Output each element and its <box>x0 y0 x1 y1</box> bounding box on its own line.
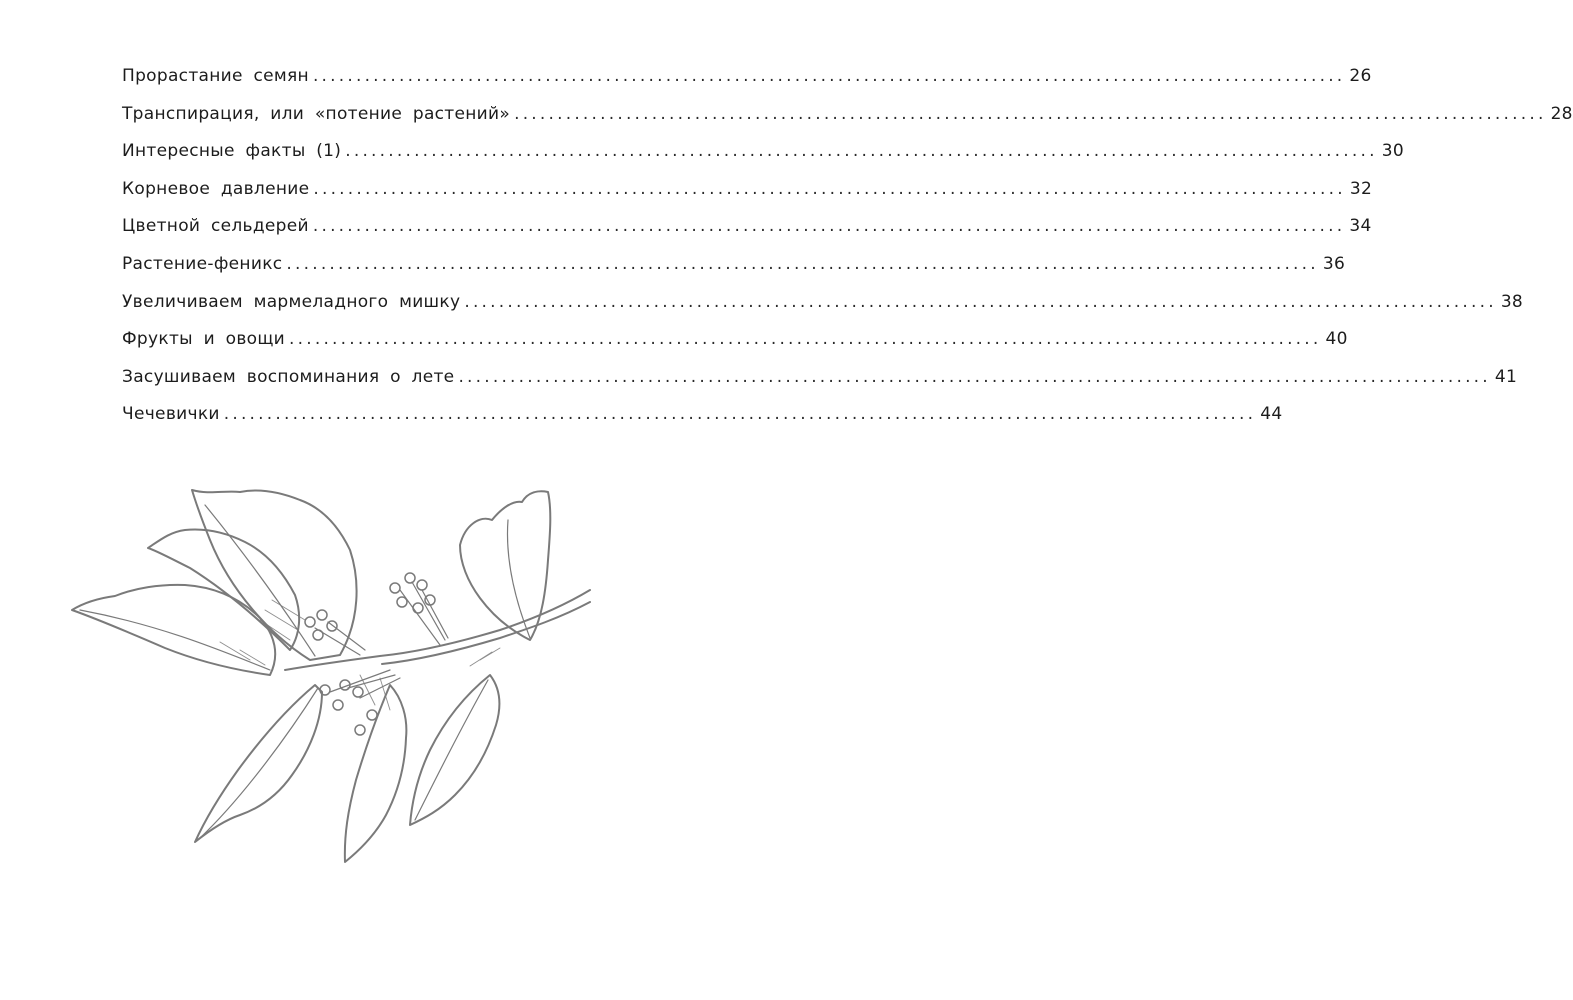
toc-entry-title: Фрукты и овощи <box>122 329 286 350</box>
toc-entry <box>122 178 1373 217</box>
toc-leader-dots: ........................................................................................................................ <box>312 66 1346 86</box>
toc-entry-page: 44 <box>1260 404 1283 425</box>
toc-entry <box>122 329 1348 367</box>
toc-entry <box>122 253 1346 292</box>
branch-stem <box>285 590 590 670</box>
toc-entry <box>122 103 1573 142</box>
leaf-branch-drawing <box>60 470 605 890</box>
toc-entry-page: 28 <box>1550 103 1573 124</box>
toc-entry-page: 36 <box>1322 253 1346 274</box>
leaf-upper-right <box>460 491 550 640</box>
toc-entry-title: Засушиваем воспоминания о лете <box>122 366 455 387</box>
linden-branch-illustration <box>60 470 605 890</box>
toc-leader-dots: ........................................................................................................................ <box>345 141 1378 162</box>
toc-entry <box>122 66 1372 104</box>
toc-entry-title: Корневое давление <box>122 178 310 199</box>
toc-leader-dots: ........................................................................................................................ <box>313 178 1346 199</box>
toc-entry-page: 40 <box>1325 329 1348 350</box>
toc-entry-title: Интересные факты (1) <box>122 141 342 162</box>
toc-entry <box>122 141 1404 179</box>
toc-entry-title: Чечевички <box>122 404 220 425</box>
leaf-lower-left <box>195 685 322 842</box>
toc-leader-dots: ........................................................................................................................ <box>223 404 1257 425</box>
toc-entry <box>122 291 1524 330</box>
toc-leader-dots: ........................................................................................................................ <box>289 329 1322 350</box>
toc-entry-title: Увеличиваем мармеладного мишку <box>122 291 461 312</box>
toc-entry-page: 32 <box>1349 178 1373 199</box>
toc-entry-page: 38 <box>1500 291 1524 312</box>
toc-entry <box>122 216 1372 254</box>
toc-leader-dots: ........................................................................................................................ <box>514 103 1547 124</box>
flower-cluster-left <box>305 610 365 655</box>
toc-entry-title: Транспирация, или «потение растений» <box>122 103 511 124</box>
toc-leader-dots: ........................................................................................................................ <box>286 253 1319 274</box>
toc-leader-dots: ........................................................................................................................ <box>312 216 1346 237</box>
toc-entry-page: 30 <box>1381 141 1404 162</box>
toc-entry-page: 26 <box>1349 66 1372 86</box>
toc-entry-title: Цветной сельдерей <box>122 216 309 237</box>
flower-cluster-right <box>390 573 448 645</box>
toc-entry-title: Прорастание семян <box>122 66 309 86</box>
leaf-upper-middle <box>148 530 299 651</box>
table-of-contents <box>122 66 1573 442</box>
toc-entry-title: Растение-феникс <box>122 253 283 274</box>
toc-entry-page: 34 <box>1349 216 1372 237</box>
toc-entry <box>122 404 1283 442</box>
branch-stem-inner <box>382 602 590 664</box>
toc-entry <box>122 366 1518 405</box>
toc-entry-page: 41 <box>1494 366 1518 387</box>
toc-leader-dots: ........................................................................................................................ <box>458 366 1491 387</box>
toc-leader-dots: ........................................................................................................................ <box>464 291 1497 312</box>
